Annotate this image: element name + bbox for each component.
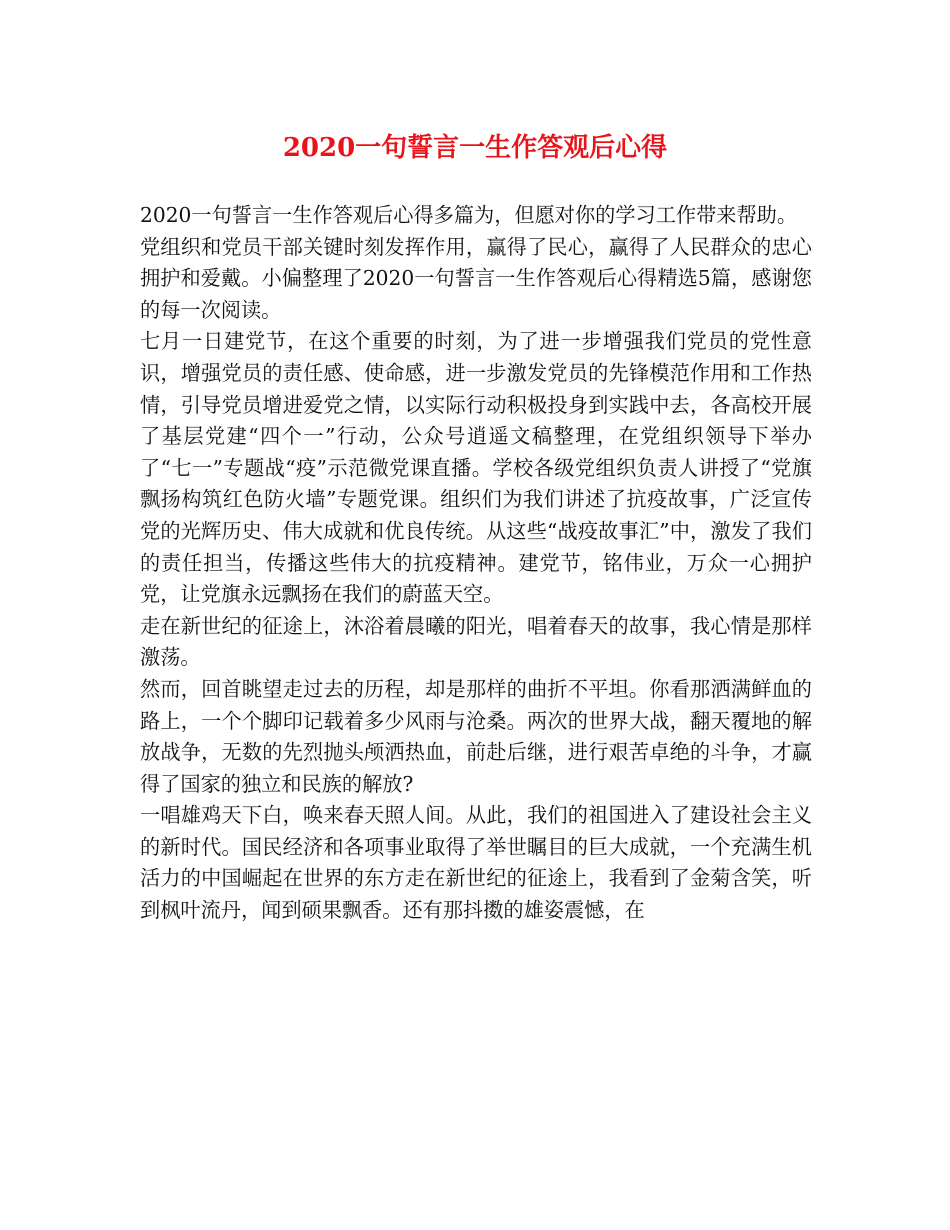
paragraph-6: 一唱雄鸡天下白，唤来春天照人间。从此，我们的祖国进入了建设社会主义的新时代。国民经济和各项事业取得了举世瞩目的巨大成就，一个充满生机活力的中国崛起在世界的东方走在新世纪的征途上，我看到了金菊含笑，听到枫叶流丹，闻到硕果飘香。还有那抖擞的雄姿震憾，在 [140,803,812,923]
paragraph-5: 然而，回首眺望走过去的历程，却是那样的曲折不平坦。你看那洒满鲜血的路上，一个个脚印记载着多少风雨与沧桑。两次的世界大战，翻天覆地的解放战争，无数的先烈抛头颅洒热血，前赴后继，进行艰苦卓绝的斗争，才赢得了国家的独立和民族的解放? [140,676,812,796]
paragraph-2: 党组织和党员干部关键时刻发挥作用，赢得了民心，赢得了人民群众的忠心拥护和爱戴。小偏整理了2020一句誓言一生作答观后心得精选5篇，感谢您的每一次阅读。 [140,234,812,322]
document-title: 2020一句誓言一生作答观后心得 [282,133,668,163]
document-body [140,200,812,927]
paragraph-1: 2020一句誓言一生作答观后心得多篇为，但愿对你的学习工作带来帮助。 [140,203,798,227]
paragraph-4: 走在新世纪的征途上，沐浴着晨曦的阳光，唱着春天的故事，我心情是那样激荡。 [140,613,812,670]
paragraph-3: 七月一日建党节，在这个重要的时刻，为了进一步增强我们党员的党性意识，增强党员的责任感、使命感，进一步激发党员的先锋模范作用和工作热情，引导党员增进爱党之情，以实际行动积极投身到实践中去，各高校开展了基层党建“四个一”行动，公众号逍遥文稿整理，在党组织领导下举办了“七一”专题战“疫”示范微党课直播。学校各级党组织负责人讲授了“党旗飘扬构筑红色防火墙”专题党课。组织们为我们讲述了抗疫故事，广泛宣传党的光辉历史、伟大成就和优良传统。从这些“战疫故事汇”中，激发了我们的责任担当，传播这些伟大的抗疫精神。建党节，铭伟业，万众一心拥护党，让党旗永远飘扬在我们的蔚蓝天空。 [140,329,812,607]
